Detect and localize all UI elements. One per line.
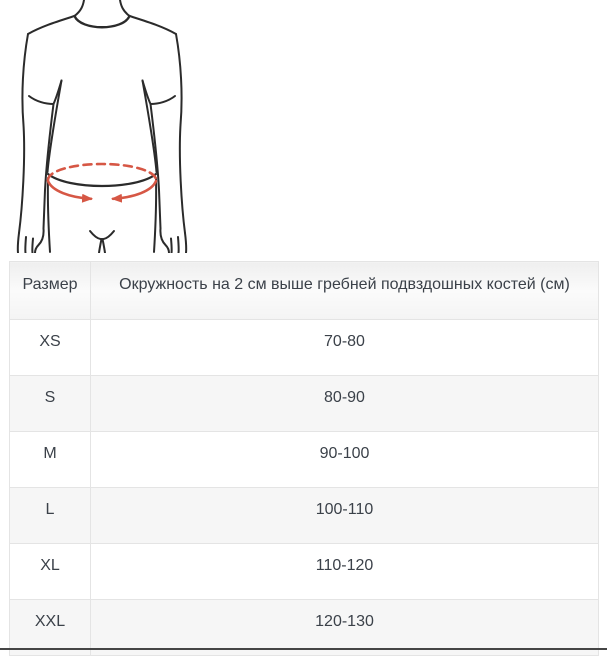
table-row — [10, 544, 599, 600]
range-cell: 100-110 — [91, 488, 599, 544]
size-table-header — [10, 262, 599, 320]
range-cell: 90-100 — [91, 432, 599, 488]
measurement-arrows — [48, 181, 156, 199]
figure-outline — [18, 0, 186, 253]
measurement-tape-dashed — [48, 164, 156, 180]
range-cell: 110-120 — [91, 544, 599, 600]
table-row — [10, 320, 599, 376]
size-cell: XL — [10, 544, 91, 600]
size-table — [9, 261, 599, 656]
range-cell: 120-130 — [91, 600, 599, 656]
measurement-column-header: Окружность на 2 см выше гребней подвздошных костей (см) — [91, 262, 599, 320]
body-figure-icon — [0, 0, 210, 253]
size-table-body — [10, 320, 599, 656]
header-row — [10, 262, 599, 320]
waist-measurement-illustration — [0, 0, 210, 253]
table-row — [10, 376, 599, 432]
range-cell: 80-90 — [91, 376, 599, 432]
size-cell: L — [10, 488, 91, 544]
size-cell: XS — [10, 320, 91, 376]
range-cell: 70-80 — [91, 320, 599, 376]
shirt-hem-line — [48, 174, 156, 186]
table-row — [10, 432, 599, 488]
size-column-header: Размер — [10, 262, 91, 320]
table-row — [10, 488, 599, 544]
size-cell: M — [10, 432, 91, 488]
size-cell: XXL — [10, 600, 91, 656]
size-cell: S — [10, 376, 91, 432]
